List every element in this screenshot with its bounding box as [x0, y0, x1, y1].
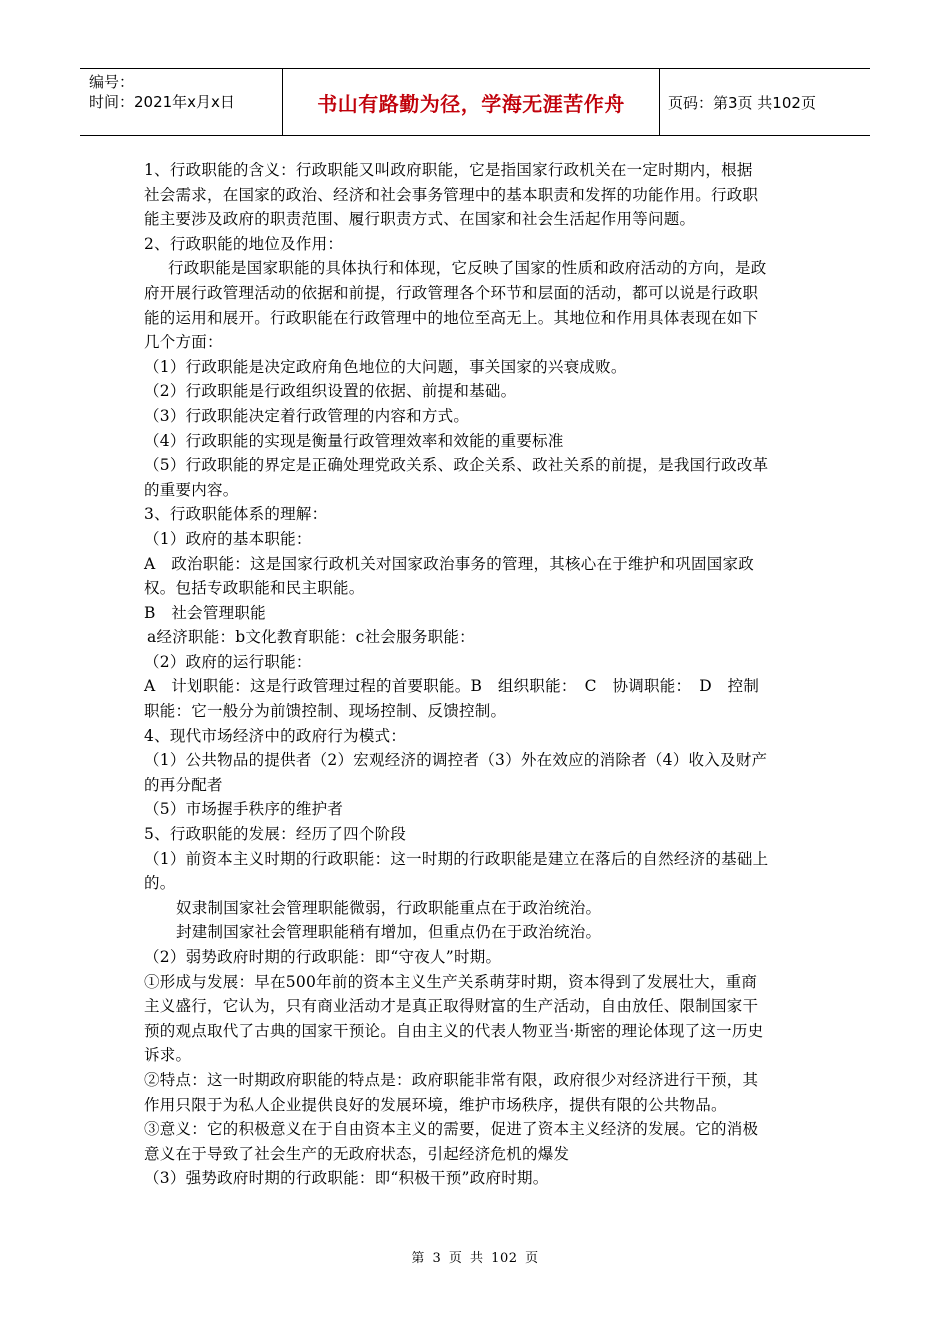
header-motto: 书山有路勤为径，学海无涯苦作舟	[317, 91, 625, 116]
text-line: 1、行政职能的含义：行政职能又叫政府职能，它是指国家行政机关在一定时期内，根据	[144, 161, 753, 179]
text-line: 能主要涉及政府的职责范围、履行职责方式、在国家和社会生活起作用等问题。	[144, 210, 696, 229]
text-line: A 计划职能：这是行政管理过程的首要职能。B 组织职能： C 协调职能： D 控制	[144, 677, 760, 696]
time-label: 时间：2021年x月x日	[89, 93, 235, 111]
text-line: 社会需求，在国家的政治、经济和社会事务管理中的基本职责和发挥的功能作用。行政职	[144, 185, 759, 204]
list-item: （3）强势政府时期的行政职能：即“积极干预”政府时期。	[144, 1169, 549, 1188]
list-item: （4）行政职能的实现是衡量行政管理效率和效能的重要标准	[144, 431, 564, 450]
text-line: 能的运用和展开。行政职能在行政管理中的地位至高无上。其地位和作用具体表现在如下	[144, 308, 759, 327]
text-line: B 社会管理职能	[144, 603, 266, 622]
text-line: 府开展行政管理活动的依据和前提，行政管理各个环节和层面的活动，都可以说是行政职	[144, 283, 759, 302]
list-item: （1）公共物品的提供者（2）宏观经济的调控者（3）外在效应的消除者（4）收入及财产	[144, 751, 768, 770]
list-item: （1）前资本主义时期的行政职能：这一时期的行政职能是建立在落后的自然经济的基础上	[144, 849, 769, 868]
text-line: 意义在于导致了社会生产的无政府状态，引起经济危机的爆发	[144, 1144, 570, 1163]
section-heading: 4、现代市场经济中的政府行为模式：	[144, 726, 407, 745]
list-item: （2）弱势政府时期的行政职能：即“守夜人”时期。	[144, 948, 502, 966]
text-line: 诉求。	[144, 1046, 192, 1065]
list-item: （3）行政职能决定着行政管理的内容和方式。	[144, 406, 470, 425]
header-meta-cell	[80, 69, 282, 135]
list-item: （2）行政职能是行政组织设置的依据、前提和基础。	[144, 382, 517, 401]
text-line: 的重要内容。	[144, 480, 239, 499]
text-line: ③意义：它的积极意义在于自由资本主义的需要，促进了资本主义经济的发展。它的消极	[144, 1120, 759, 1139]
section-heading: 3、行政职能体系的理解：	[144, 505, 328, 524]
list-item: （2）政府的运行职能：	[144, 652, 312, 671]
document-body	[144, 158, 810, 1191]
header-table	[80, 68, 870, 136]
text-line: 预的观点取代了古典的国家干预论。自由主义的代表人物亚当·斯密的理论体现了这一历史	[144, 1021, 764, 1040]
list-item: （1）政府的基本职能：	[144, 529, 312, 548]
section-heading: 2、行政职能的地位及作用：	[144, 234, 344, 253]
list-item: （1）行政职能是决定政府角色地位的大问题，事关国家的兴衰成败。	[144, 357, 627, 376]
text-line: 行政职能是国家职能的具体执行和体现，它反映了国家的性质和政府活动的方向，是政	[168, 259, 767, 278]
text-line: 权。包括专政职能和民主职能。	[144, 579, 365, 598]
page-info: 页码：第3页 共102页	[668, 93, 816, 112]
text-line: 的。	[144, 874, 176, 893]
number-label: 编号：	[89, 73, 135, 91]
text-line: 主义盛行，它认为，只有商业活动才是真正取得财富的生产活动，自由放任、限制国家干	[144, 997, 759, 1016]
text-line: ②特点：这一时期政府职能的特点是：政府职能非常有限，政府很少对经济进行干预，其	[144, 1070, 759, 1089]
page-footer: 第 3 页 共 102 页	[411, 1251, 539, 1266]
text-line: 的再分配者	[144, 775, 223, 794]
text-line: 封建制国家社会管理职能稍有增加，但重点仍在于政治统治。	[176, 923, 602, 942]
text-line: 几个方面：	[144, 333, 223, 352]
text-line: 职能：它一般分为前馈控制、现场控制、反馈控制。	[144, 702, 507, 721]
text-line: 奴隶制国家社会管理职能微弱，行政职能重点在于政治统治。	[176, 898, 602, 917]
text-line: 作用只限于为私人企业提供良好的发展环境，维护市场秩序，提供有限的公共物品。	[144, 1095, 727, 1114]
list-item: （5）市场握手秩序的维护者	[144, 800, 344, 819]
section-heading: 5、行政职能的发展：经历了四个阶段	[144, 825, 407, 844]
list-item: （5）行政职能的界定是正确处理党政关系、政企关系、政社关系的前提，是我国行政改革	[144, 456, 769, 475]
text-line: ①形成与发展：早在500年前的资本主义生产关系萌芽时期，资本得到了发展壮大，重商	[144, 972, 758, 991]
text-line: a经济职能：b文化教育职能：c社会服务职能：	[147, 628, 475, 647]
text-line: A 政治职能：这是国家行政机关对国家政治事务的管理，其核心在于维护和巩固国家政	[144, 554, 754, 573]
header-page-cell	[660, 69, 870, 135]
